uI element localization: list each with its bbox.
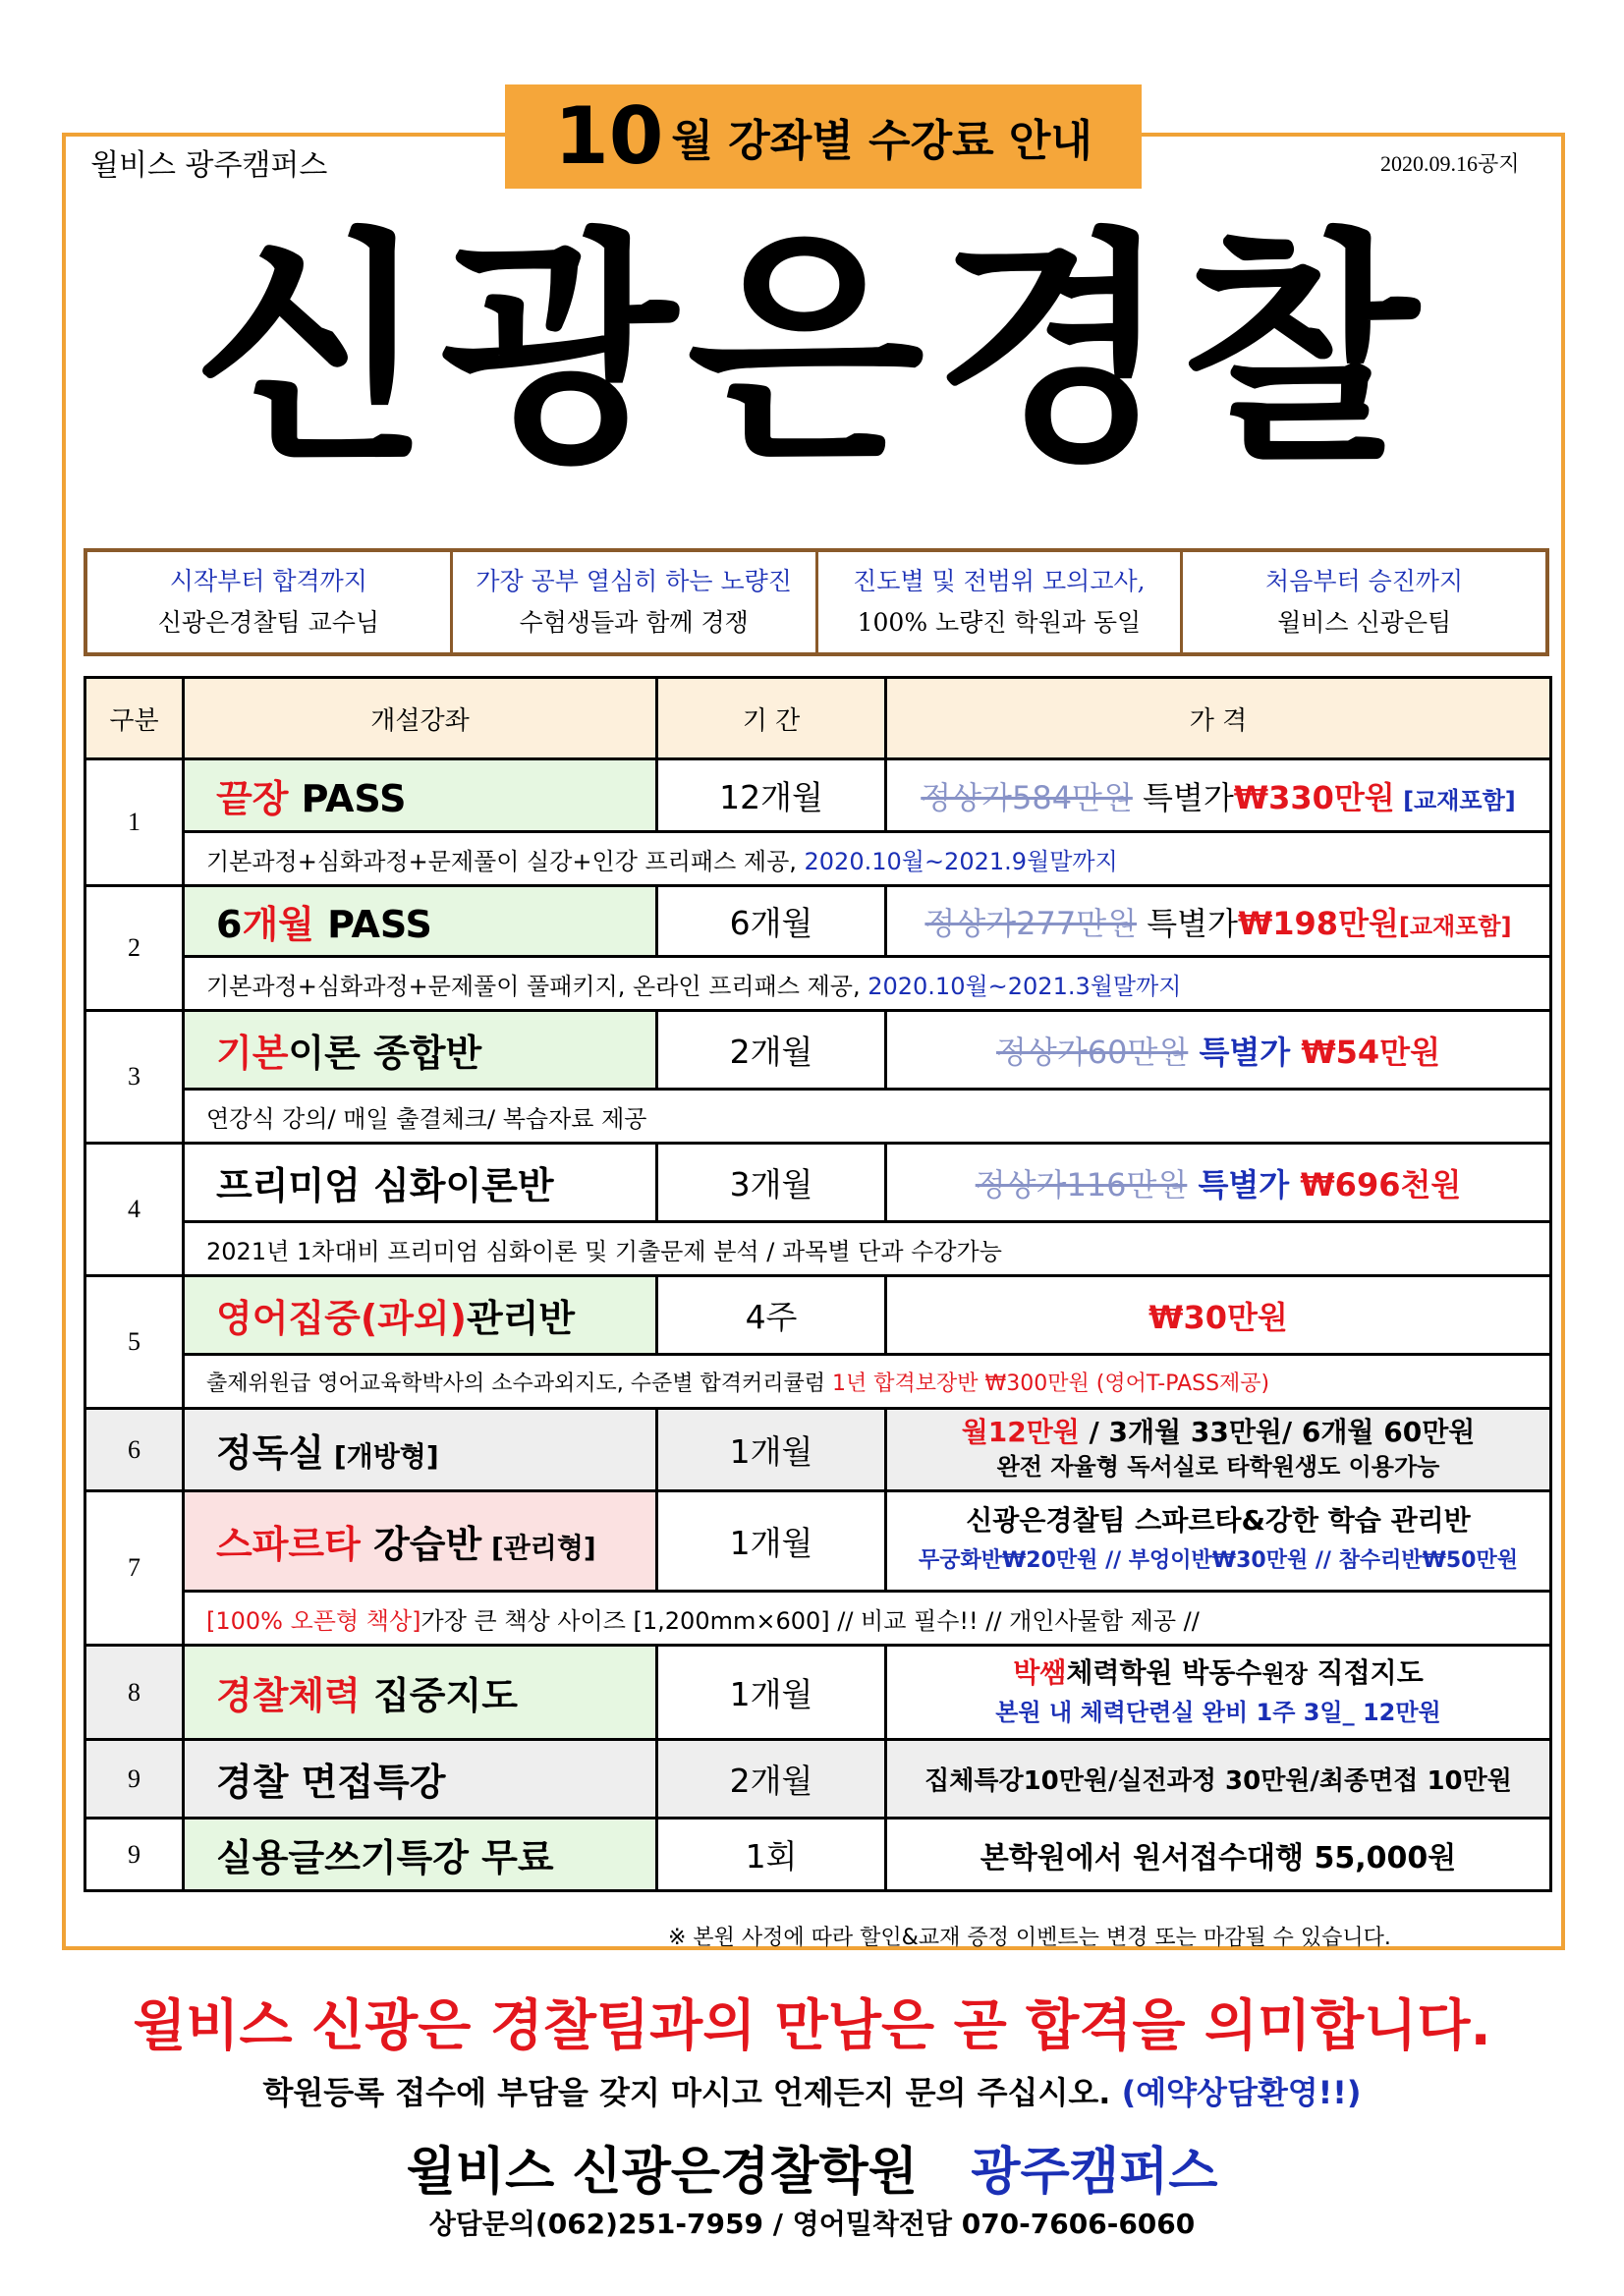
table-row: 3 기본이론 종합반 2개월 정상가60만원 특별가 ₩54만원 xyxy=(85,1011,1551,1090)
closing-slogan: 윌비스 신광은 경찰팀과의 만남은 곧 합격을 의미합니다. xyxy=(133,1994,1491,2058)
header-price: 가 격 xyxy=(886,678,1551,759)
table-header-row xyxy=(85,678,1551,759)
slogan-1: 시작부터 합격까지 신광은경찰팀 교수님 xyxy=(87,552,453,652)
table-row: 9 경찰 면접특강 2개월 집체특강10만원/실전과정 30만원/최종면접 10만원 xyxy=(85,1740,1551,1819)
campus-label: 윌비스 광주캠퍼스 xyxy=(90,148,328,183)
table-row-detail: 기본과정+심화과정+문제풀이 풀패키지, 온라인 프리패스 제공, 2020.10월~2021.3월말까지 xyxy=(85,957,1551,1011)
table-row: 1 끝장 PASS 12개월 정상가584만원 특별가₩330만원 [교재포함] xyxy=(85,759,1551,832)
table-row: 6 정독실 [개방형] 1개월 월12만원 / 3개월 33만원/ 6개월 60만원 완전 자율형 독서실로 타학원생도 이용가능 xyxy=(85,1409,1551,1491)
brand-title: 신광은경찰 xyxy=(193,208,1428,494)
table-row-detail: [100% 오픈형 책상]가장 큰 책상 사이즈 [1,200mm×600] // 비교 필수!! // 개인사물함 제공 // xyxy=(85,1592,1551,1646)
header-period: 기 간 xyxy=(657,678,886,759)
disclaimer: ※ 본원 사정에 따라 할인&교재 증정 이벤트는 변경 또는 마감될 수 있습니다. xyxy=(668,1926,1391,1950)
table-row-detail: 2021년 1차대비 프리미엄 심화이론 및 기출문제 분석 / 과목별 단과 수강가능 xyxy=(85,1222,1551,1276)
title-text: 월 강좌별 수강료 안내 xyxy=(671,116,1092,166)
title-banner xyxy=(505,84,1142,189)
slogan-2: 가장 공부 열심히 하는 노량진 수험생들과 함께 경쟁 xyxy=(453,552,818,652)
table-row: 4 프리미엄 심화이론반 3개월 정상가116만원 특별가 ₩696천원 xyxy=(85,1144,1551,1222)
table-row-detail: 출제위원급 영어교육학박사의 소수과외지도, 수준별 합격커리큘럼 1년 합격보장반 ₩300만원 (영어T-PASS제공) xyxy=(85,1355,1551,1409)
header-no: 구분 xyxy=(85,678,184,759)
slogan-3: 진도별 및 전범위 모의고사, 100% 노량진 학원과 동일 xyxy=(818,552,1184,652)
table-row-detail: 연강식 강의/ 매일 출결체크/ 복습자료 제공 xyxy=(85,1090,1551,1144)
register-note: 학원등록 접수에 부담을 갖지 마시고 언제든지 문의 주십시오. (예약상담환영!!) xyxy=(262,2074,1362,2111)
table-row: 5 영어집중(과외)관리반 4주 ₩30만원 xyxy=(85,1276,1551,1355)
contact-info: 상담문의(062)251-7959 / 영어밀착전담 070-7606-6060 xyxy=(428,2208,1196,2240)
academy-name: 윌비스 신광은경찰학원 광주캠퍼스 xyxy=(406,2143,1218,2202)
table-row: 8 경찰체력 집중지도 1개월 박쌤체력학원 박동수원장 직접지도 본원 내 체력단련실 완비 1주 3일_ 12만원 xyxy=(85,1646,1551,1740)
notice-date: 2020.09.16공지 xyxy=(1380,151,1520,176)
slogan-4: 처음부터 승진까지 윌비스 신광은팀 xyxy=(1265,567,1464,637)
table-row: 2 6개월 PASS 6개월 정상가277만원 특별가₩198만원[교재포함] xyxy=(85,886,1551,957)
header-course: 개설강좌 xyxy=(184,678,657,759)
table-row: 7 스파르타 강습반 [관리형] 1개월 신광은경찰팀 스파르타&강한 학습 관리반 무궁화반₩20만원 // 부엉이반₩30만원 // 참수리반₩50만원 xyxy=(85,1491,1551,1592)
table-row-detail: 기본과정+심화과정+문제풀이 실강+인강 프리패스 제공, 2020.10월~2021.9월말까지 xyxy=(85,832,1551,886)
title-month-number: 10 xyxy=(554,90,664,182)
table-row: 9 실용글쓰기특강 무료 1회 본학원에서 원서접수대행 55,000원 xyxy=(85,1819,1551,1891)
price-table xyxy=(84,676,1552,1892)
slogan-bar xyxy=(84,548,1549,656)
